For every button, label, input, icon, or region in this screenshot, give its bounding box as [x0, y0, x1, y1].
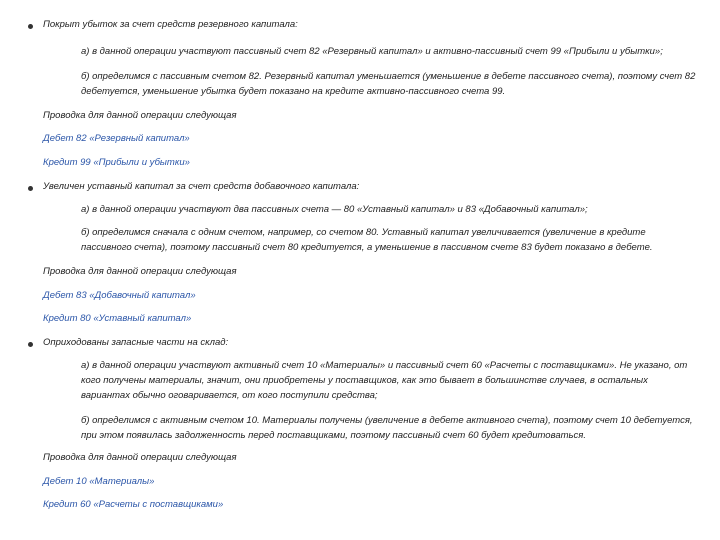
point-b-line: б) определимся сначала с одним счетом, например, со счетом 80. Уставный капитал увеличивается (увеличение в кредите — [81, 227, 646, 238]
debit-entry: Дебет 10 «Материалы» — [43, 476, 155, 487]
credit-entry: Кредит 60 «Расчеты с поставщиками» — [43, 499, 224, 510]
point-b-line: б) определимся с активным счетом 10. Материалы получены (увеличение в дебете активного счета), поэтому счет 10 дебетуется, — [81, 415, 693, 426]
credit-entry: Кредит 80 «Уставный капитал» — [43, 313, 192, 324]
posting-intro: Проводка для данной операции следующая — [43, 110, 237, 121]
point-a-line: кого получены материалы, значит, они приобретены у поставщиков, как это бывает в большинстве случаев, в остальных — [81, 375, 648, 386]
section-heading: Покрыт убыток за счет средств резервного капитала: — [43, 19, 298, 30]
point-b-line: б) определимся с пассивным счетом 82. Резервный капитал уменьшается (уменьшение в дебете пассивного счета), поэтому счет 82 — [81, 71, 696, 82]
debit-entry: Дебет 83 «Добавочный капитал» — [43, 290, 196, 301]
point-a: а) в данной операции участвуют два пассивных счета — 80 «Уставный капитал» и 83 «Добавочный капитал»; — [81, 204, 588, 215]
bullet-marker — [28, 24, 33, 29]
section-heading: Увеличен уставный капитал за счет средств добавочного капитала: — [43, 181, 360, 192]
point-a-line: а) в данной операции участвуют активный счет 10 «Материалы» и пассивный счет 60 «Расчеты с поставщиками». Не указано, от — [81, 360, 688, 371]
point-b-line: пассивного счета), поэтому пассивный счет 80 кредитуется, а уменьшение в пассивном счете 83 будет показано в дебете. — [81, 242, 653, 253]
point-a: а) в данной операции участвуют пассивный счет 82 «Резервный капитал» и активно-пассивный счет 99 «Прибыли и убытки»; — [81, 46, 663, 57]
section-heading: Оприходованы запасные части на склад: — [43, 337, 229, 348]
point-b-line: при этом появилась задолженность перед поставщиками, поэтому пассивный счет 60 будет кредитоваться. — [81, 430, 586, 441]
posting-intro: Проводка для данной операции следующая — [43, 266, 237, 277]
bullet-marker — [28, 342, 33, 347]
posting-intro: Проводка для данной операции следующая — [43, 452, 237, 463]
point-b-line: дебетуется, уменьшение убытка будет показано на кредите активно-пассивного счета 99. — [81, 86, 506, 97]
credit-entry: Кредит 99 «Прибыли и убытки» — [43, 157, 190, 168]
bullet-marker — [28, 186, 33, 191]
point-a-line: вариантах обычно оговаривается, от кого поступили средства; — [81, 390, 378, 401]
debit-entry: Дебет 82 «Резервный капитал» — [43, 133, 190, 144]
